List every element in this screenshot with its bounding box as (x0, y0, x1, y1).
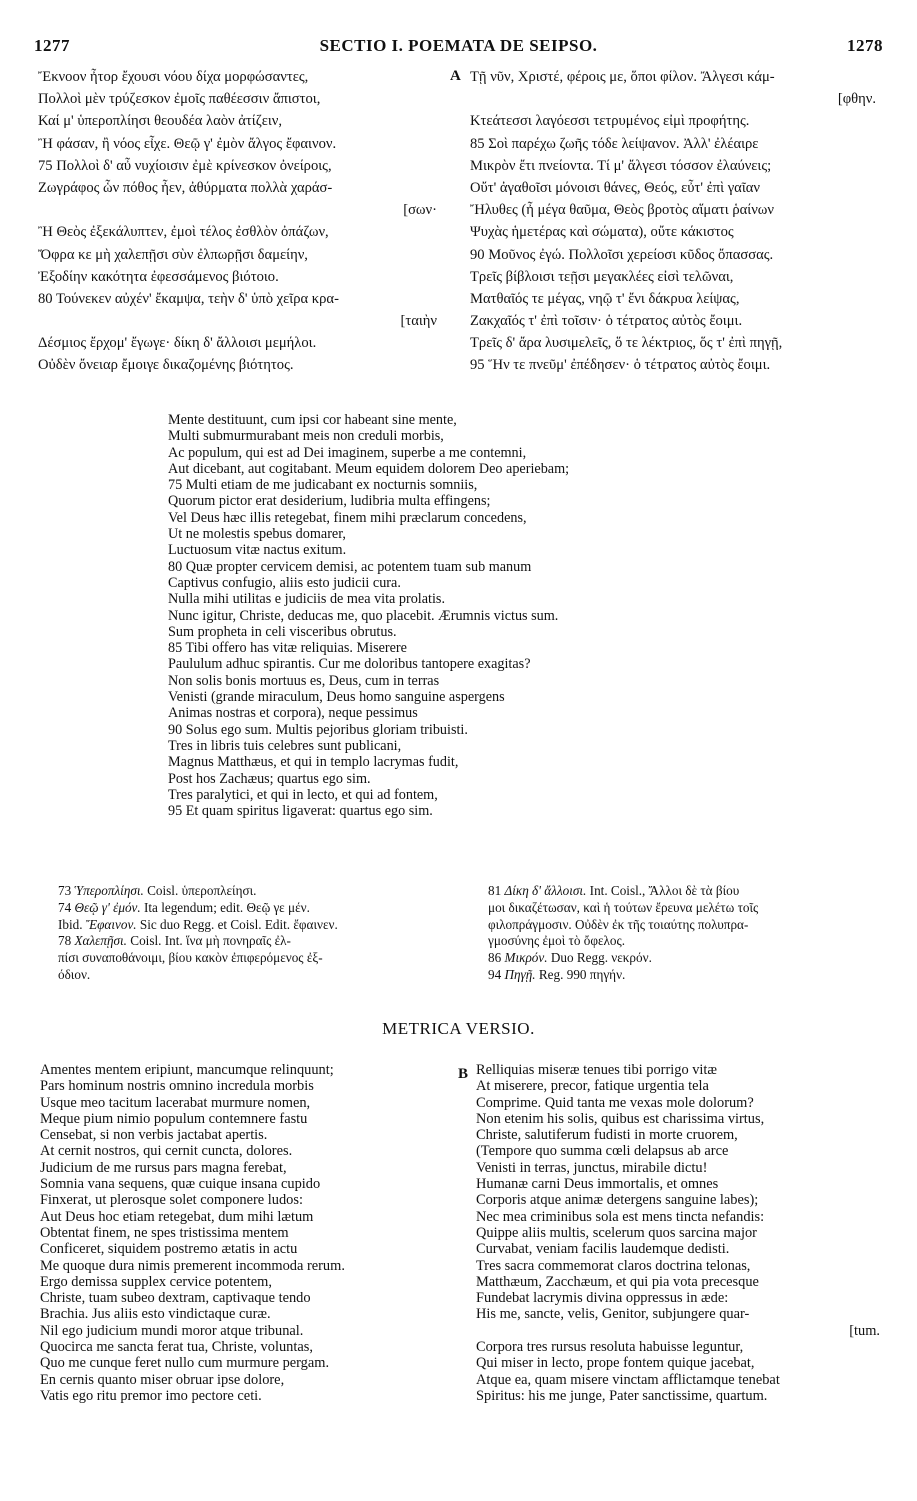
greek-verse-line: Οὔτ' ἀγαθοῖσι μόνοισι θάνες, Θεός, εὖτ' ἐπὶ γαῖαν (470, 179, 761, 196)
latin-prose-line: Tres paralytici, et qui in lecto, et qui ad fontem, (168, 786, 438, 803)
metrical-verse-line: En cernis quanto miser obruar ipse dolore, (40, 1371, 285, 1388)
footnote-line (58, 883, 453, 900)
greek-verse-line: [σων· (403, 202, 437, 219)
metrical-verse-line: [tum. (849, 1322, 880, 1339)
footnote-text: 86 (488, 950, 505, 966)
greek-verse-line: Ἢ Θεὸς ἐξεκάλυπτεν, ἐμοὶ τέλος ἐσθλὸν ὀπάζων, (38, 224, 329, 241)
greek-verse-line: Δέσμιος ἔρχομ' ἔγωγε· δίκη δ' ἄλλοισι μεμήλοι. (38, 335, 317, 352)
metrical-verse-line: Ergo demissa supplex cervice potentem, (40, 1273, 272, 1290)
footnote-text: 74 (58, 899, 75, 915)
greek-verse-line: Μικρὸν ἔτι πνείοντα. Τί μ' ἄλγεσι τόσσον ἐλαύνεις; (470, 157, 772, 174)
latin-prose-line: 90 Solus ego sum. Multis pejoribus gloriam tribuisti. (168, 721, 468, 738)
metrical-verse-line: Judicium de me rursus pars magna ferebat, (40, 1159, 287, 1176)
footnote-text: πίσι συναποθάνοιμι, βίου κακὸν ἐπιφερόμενος ἐξ- (58, 950, 323, 966)
latin-prose-line: Non solis bonis mortuus es, Deus, cum in terras (168, 672, 440, 689)
greek-verse-line: Τῇ νῦν, Χριστέ, φέροις με, ὅποι φίλον. Ἄλγεσι κάμ- (470, 69, 775, 85)
latin-prose-line: Animas nostras et corpora), neque pessimus (168, 705, 418, 722)
latin-prose-line: 85 Tibi offero has vitæ reliquias. Miserere (168, 640, 407, 657)
metrica-versio-left-column (40, 1062, 480, 1404)
greek-verse-line: Τρεῖς βίβλοισι τεῇσι μεγακλέες εἰσὶ τελῶναι, (470, 268, 734, 285)
metrical-verse-line: Nec mea criminibus sola est mens tincta nefandis: (476, 1208, 765, 1225)
footnote-lemma: Θεῷ γ' ἐμόν. (74, 899, 141, 915)
footnote-line (488, 917, 883, 934)
footnote-line (488, 900, 883, 917)
latin-prose-translation (168, 412, 728, 819)
metrical-verse-line: Curvabat, veniam facilis laudemque dedisti. (476, 1241, 730, 1258)
metrical-verse-line: Brachia. Jus aliis esto vindictaque curæ. (40, 1306, 271, 1323)
greek-verse-line: 80 Τούνεκεν αὐχέν' ἔκαμψα, τεὴν δ' ὑπὸ χεῖρα κρα- (38, 290, 339, 307)
metrical-verse-line: Corporis atque animæ detergens sanguine labes); (476, 1192, 759, 1209)
latin-prose-line: 95 Et quam spiritus ligaverat: quartus ego sim. (168, 803, 433, 820)
footnote-line (488, 967, 883, 984)
metrical-verse-line: Quo me cunque feret nullo cum murmure pergam. (40, 1355, 330, 1372)
greek-verse-line: 90 Μοῦνος ἐγώ. Πολλοῖσι χερείοσι κῦδος ὄπασσας. (470, 246, 774, 263)
greek-verse-line: Ζωγράφος ὧν πόθος ἦεν, ἀθύρματα πολλὰ χαράσ- (38, 179, 333, 196)
metrica-versio-heading: METRICA VERSIO. (382, 1019, 535, 1038)
latin-prose-line: 75 Multi etiam de me judicabant ex nocturnis somniis, (168, 477, 478, 494)
footnote-line (58, 933, 453, 950)
greek-verse-line: Πολλοὶ μὲν τρύζεσκον ἐμοῖς παθέεσσιν ἄπιστοι, (38, 91, 321, 108)
footnote-text: Ibid. (58, 916, 86, 932)
footnote-line (58, 950, 453, 967)
latin-prose-line: Magnus Matthæus, et qui in templo lacrymas fudit, (168, 754, 459, 771)
page-header (34, 36, 883, 60)
metrical-verse-line: Usque meo tacitum lacerabat murmure nomen, (40, 1094, 311, 1111)
footnote-lemma: Ἔφαινον. (85, 916, 137, 932)
latin-prose-line: Paululum adhuc spirantis. Cur me doloribus tantopere exagitas? (168, 656, 531, 673)
footnote-text: Coisl. ὑπεροπλείησι. (143, 883, 257, 898)
latin-prose-line: Quorum pictor erat desiderium, ludibria multa effingens; (168, 493, 491, 510)
latin-prose-line: Mente destituunt, cum ipsi cor habeant sine mente, (168, 412, 457, 428)
footnotes-left (58, 883, 453, 984)
footnote-lemma: Μικρόν. (504, 950, 548, 966)
greek-verse-line: Καί μ' ὑπεροπλίησι θεουδέα λαὸν ἀτίζειν, (38, 113, 283, 130)
footnote-text: Duo Regg. νεκρόν. (547, 950, 652, 966)
metrical-verse-line: Pars hominum nostris omnino incredula morbis (40, 1078, 314, 1095)
metrical-verse-line: Non etenim his solis, quibus est charissima virtus, (476, 1110, 765, 1127)
greek-text-right-column (470, 66, 882, 377)
footnote-line (58, 900, 453, 917)
footnote-lemma: Πηγῇ. (504, 966, 536, 982)
footnote-line (58, 917, 453, 934)
footnote-text: όδιον. (58, 966, 91, 982)
metrical-verse-line: Amentes mentem eripiunt, mancumque relinquunt; (40, 1062, 334, 1078)
latin-prose-line: Ut ne molestis spebus domarer, (168, 526, 346, 543)
latin-prose-line: Post hos Zachæus; quartus ego sim. (168, 770, 371, 787)
metrical-verse-line: Humanæ carni Deus immortalis, et omnes (476, 1176, 719, 1193)
footnote-text: 78 (58, 933, 75, 949)
metrical-verse-line: Vatis ego ritu premor imo pectore ceti. (40, 1387, 262, 1404)
running-title: SECTIO I. POEMATA DE SEIPSO. (319, 36, 598, 55)
footnote-lemma: Δίκη δ' ἄλλοισι. (504, 883, 587, 898)
metrical-verse-line: His me, sancte, velis, Genitor, subjungere quar- (476, 1306, 750, 1323)
greek-verse-line: [ταιὴν (400, 313, 437, 330)
greek-verse-line: Ζακχαῖός τ' ἐπὶ τοῖσιν· ὁ τέτρατος αὐτὸς ἔοιμι. (470, 313, 743, 330)
greek-verse-line: Ματθαῖός τε μέγας, νηῷ τ' ἔνι δάκρυα λείψας, (470, 290, 740, 307)
greek-verse-line: [φθην. (837, 91, 876, 108)
metrical-verse-line: Venisti in terras, junctus, mirabile dictu! (476, 1159, 708, 1176)
metrical-verse-line: Tres sacra commemorat claros doctrina telonas, (476, 1257, 751, 1274)
right-page-number: 1278 (847, 36, 883, 55)
metrical-verse-line: Me quoque dura nimis premerent incommoda rerum. (40, 1257, 345, 1274)
footnote-lemma: Ὑπεροπλίησι. (74, 883, 144, 898)
metrical-verse-line: Relliquias miseræ tenues tibi porrigo vitæ (476, 1062, 718, 1078)
greek-text-left-column (38, 66, 443, 377)
footnote-lemma: Χαλεπῇσι. (74, 933, 127, 949)
metrical-verse-line: At miserere, precor, fatique urgentia tela (476, 1078, 709, 1095)
metrica-versio-right-column (476, 1062, 886, 1404)
metrical-verse-line: Quippe aliis multis, scelerum quos sarcina major (476, 1224, 757, 1241)
footnote-text: γμοσύνης ἐμοὶ τὸ ὄφελος. (488, 933, 625, 949)
greek-verse-line: Ὄφρα κε μὴ χαλεπῇσι σὺν ἐλπωρῇσι δαμείην, (38, 246, 308, 263)
latin-prose-line: 80 Quæ propter cervicem demisi, ac potentem tuam sub manum (168, 558, 532, 575)
latin-prose-line: Aut dicebant, aut cogitabant. Meum equidem dolorem Deo aperiebam; (168, 460, 570, 477)
latin-prose-line: Sum propheta in celi visceribus obrutus. (168, 623, 397, 640)
metrical-verse-line: At cernit nostros, qui cernit cuncta, dolores. (40, 1143, 293, 1160)
metrical-verse-line: Matthæum, Zacchæum, et qui pia vota precesque (476, 1273, 759, 1290)
greek-verse-line: Ἢ φάσαν, ἢ νόος εἶχε. Θεῷ γ' ἐμὸν ἄλγος ἔφαινον. (38, 135, 337, 152)
footnote-text: Reg. 990 πηγήν. (535, 966, 626, 982)
metrical-verse-line: Aut Deus hoc etiam retegebat, dum mihi lætum (40, 1208, 314, 1225)
metrical-verse-line: Spiritus: his me junge, Pater sanctissime, quartum. (476, 1387, 768, 1404)
metrical-verse-line: Christe, tuam subeo dextram, captivaque tendo (40, 1290, 311, 1307)
greek-verse-line: 75 Πολλοὶ δ' αὖ νυχίοισιν ἐμὲ κρίνεσκον ὀνείροις, (38, 157, 332, 174)
latin-prose-line: Vel Deus hæc illis retegebat, finem mihi præclarum concedens, (168, 509, 527, 526)
footnote-text: Int. Coisl., Ἄλλοι δὲ τὰ βίου (586, 883, 740, 898)
greek-verse-line: Κτεάτεσσι λαγόεσσι τετρυμένος εἰμὶ προφήτης. (470, 113, 750, 130)
latin-prose-line: Captivus confugio, aliis esto judicii cura. (168, 574, 401, 591)
footnote-line (488, 883, 883, 900)
column-marker-b: B (458, 1066, 469, 1082)
metrical-verse-line: Atque ea, quam misere vinctam afflictamque tenebat (476, 1371, 780, 1388)
latin-prose-line: Nulla mihi utilitas e judiciis de mea vita prolatis. (168, 591, 445, 608)
metrical-verse-line: Obtentat finem, ne spes tristissima mentem (40, 1224, 289, 1241)
footnote-text: Ita legendum; edit. Θεῷ γε μέν. (140, 899, 310, 915)
greek-verse-line: Τρεῖς δ' ἄρα λυσιμελεῖς, ὅ τε λέκτριος, ὅς τ' ἐπὶ πηγῇ, (470, 335, 783, 352)
footnote-text: 94 (488, 966, 505, 982)
metrical-verse-line: Christe, salutiferum fudisti in morte cruorem, (476, 1127, 738, 1144)
latin-prose-line: Ac populum, qui est ad Dei imaginem, superbe a me contemni, (168, 444, 527, 461)
metrical-verse-line: Qui miser in lecto, prope fontem quique jacebat, (476, 1355, 755, 1372)
metrical-verse-line: Corpora tres rursus resoluta habuisse leguntur, (476, 1339, 744, 1356)
greek-verse-line: 95 Ἥν τε πνεῦμ' ἐπέδησεν· ὁ τέτρατος αὐτὸς ἔοιμι. (470, 357, 771, 374)
greek-verse-line: Ψυχὰς ἡμετέρας καὶ σώματα), οὔτε κάκιστος (470, 224, 734, 241)
metrical-verse-line: Censebat, si non verbis jactabat apertis. (40, 1127, 268, 1144)
footnote-line (488, 950, 883, 967)
footnote-text: Sic duo Regg. et Coisl. Edit. ἔφαινεν. (136, 916, 338, 932)
latin-prose-line: Luctuosum vitæ nactus exitum. (168, 542, 347, 559)
latin-prose-line: Multi submurmurabant meis non creduli morbis, (168, 428, 444, 445)
latin-prose-line: Venisti (grande miraculum, Deus homo sanguine aspergens (168, 689, 505, 706)
metrical-verse-line: Finxerat, ut plerosque solet componere ludos: (40, 1192, 303, 1209)
greek-verse-line: Οὐδὲν ὄνειαρ ἔμοιγε δικαζομένης βιότητος. (38, 357, 294, 374)
greek-verse-line: Ἐξοδίην κακότητα ἐφεσσάμενος βιότοιο. (38, 268, 279, 285)
metrical-verse-line: Quocirca me sancta ferat tua, Christe, voluntas, (40, 1339, 313, 1356)
latin-prose-line: Nunc igitur, Christe, deducas me, quo placebit. Ærumnis victus sum. (168, 607, 559, 624)
metrical-verse-line: Fundebat lacrymis divina oppressus in æde: (476, 1290, 729, 1307)
metrical-verse-line: Nil ego judicium mundi moror atque tribunal. (40, 1322, 304, 1339)
footnotes-right (488, 883, 883, 984)
metrical-verse-line: Comprime. Quid tanta me vexas mole dolorum? (476, 1094, 754, 1111)
metrical-verse-line: Somnia vana sequens, quæ cuique insana cupido (40, 1176, 321, 1193)
column-marker-a: A (450, 68, 461, 84)
footnote-text: μοι δικαζέτωσαν, καὶ ἡ τούτων ἔρευνα μελέτω τοῖς (488, 899, 759, 915)
footnote-text: 81 (488, 883, 505, 898)
greek-verse-line: 85 Σοὶ παρέχω ζωῆς τόδε λείψανον. Ἀλλ' ἐλέαιρε (470, 135, 759, 152)
metrical-verse-line: (Tempore quo summa cœli delapsus ab arce (476, 1143, 729, 1160)
left-page-number: 1277 (34, 36, 70, 55)
footnote-line (488, 933, 883, 950)
footnote-text: Coisl. Int. ἵνα μὴ πονηραῖς ἐλ- (126, 933, 291, 949)
greek-verse-line: Ἔκνοον ἦτορ ἔχουσι νόου δίχα μορφώσαντες, (38, 69, 309, 85)
latin-prose-line: Tres in libris tuis celebres sunt publicani, (168, 737, 402, 754)
footnote-text: 73 (58, 883, 75, 898)
greek-verse-line: Ἤλυθες (ἦ μέγα θαῦμα, Θεὸς βροτὸς αἵματι ῥαίνων (470, 202, 774, 219)
footnote-line (58, 967, 453, 984)
footnote-text: φιλοπράγμοσιν. Οὐδὲν ἐκ τῆς τοιαύτης πολυπρα- (488, 916, 749, 932)
metrical-verse-line: Meque pium nimio populum contemnere fastu (40, 1110, 308, 1127)
metrical-verse-line: Conficeret, siquidem postremo ætatis in actu (40, 1241, 298, 1258)
